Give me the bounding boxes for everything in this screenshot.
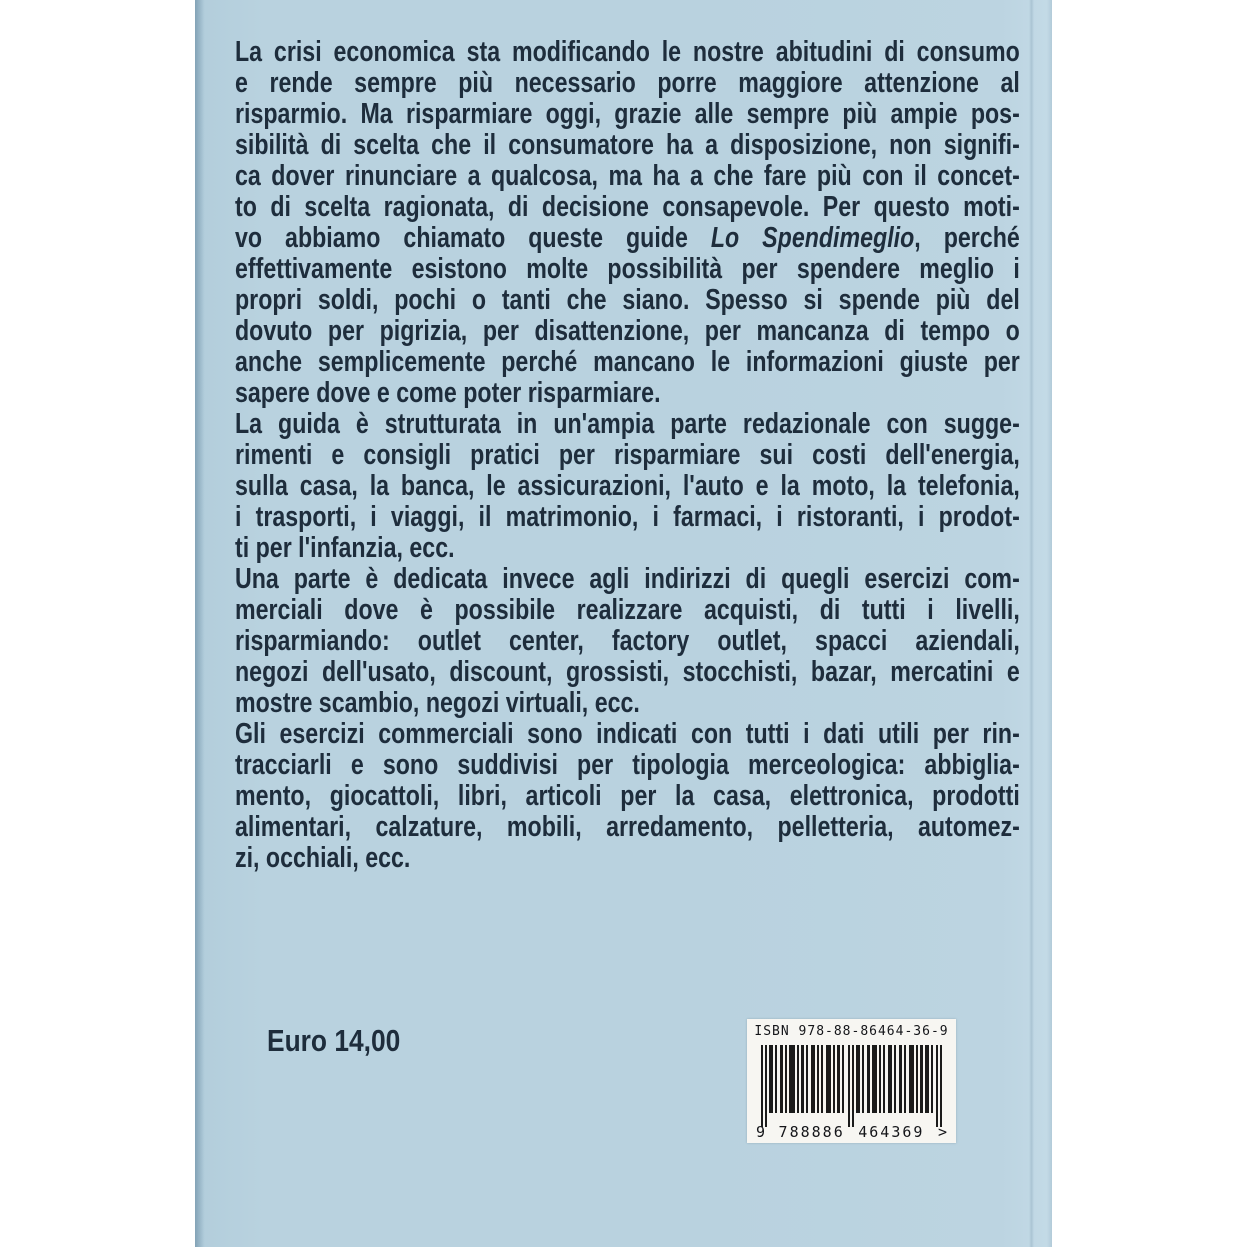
barcode-digits	[756, 1123, 947, 1141]
price-label: Euro 14,00	[267, 1023, 401, 1058]
barcode-quiet-zone-arrow: >	[937, 1123, 947, 1141]
barcode-bars	[761, 1045, 942, 1127]
text-line: mostre scambio, negozi virtuali, ecc.	[235, 687, 640, 719]
text-line: Gli esercizi commerciali sono indicati con tutti i dati utili per rin-	[235, 718, 1020, 750]
paragraph-addresses	[235, 564, 1020, 719]
barcode-digit-group-1: 788886	[778, 1123, 845, 1141]
text-line: rimenti e consigli pratici per risparmiare sui costi dell'energia,	[235, 439, 1020, 471]
text-line: propri soldi, pochi o tanti che siano. Spesso si spende più del	[235, 284, 1020, 316]
paragraph-intro	[235, 37, 1020, 409]
text-line: sulla casa, la banca, le assicurazioni, l'auto e la moto, la telefonia,	[235, 470, 1020, 502]
barcode-digit-group-2: 464369	[858, 1123, 925, 1141]
text-line: merciali dove è possibile realizzare acquisti, di tutti i livelli,	[235, 594, 1020, 626]
text-line: negozi dell'usato, discount, grossisti, stocchisti, bazar, mercatini e	[235, 656, 1020, 688]
text-line: dovuto per pigrizia, per disattenzione, per mancanza di tempo o	[235, 315, 1020, 347]
text-line: La guida è strutturata in un'ampia parte redazionale con sugge-	[235, 408, 1020, 440]
text-line: Una parte è dedicata invece agli indirizzi di quegli esercizi com-	[235, 563, 1020, 595]
cover-left-edge	[195, 0, 204, 1247]
text-line	[235, 223, 1020, 254]
paragraph-categories	[235, 719, 1020, 874]
barcode-digit-leading: 9	[756, 1123, 766, 1141]
series-title: Lo Spendimeglio	[710, 222, 915, 254]
text-line: sibilità di scelta che il consumatore ha a disposizione, non signifi-	[235, 129, 1020, 161]
text-segment: vo abbiamo chiamato queste guide	[235, 222, 711, 254]
text-line: i trasporti, i viaggi, il matrimonio, i farmaci, i ristoranti, i prodot-	[235, 501, 1020, 533]
text-line: ti per l'infanzia, ecc.	[235, 532, 455, 564]
text-line: to di scelta ragionata, di decisione consapevole. Per questo moti-	[235, 191, 1020, 223]
text-line: effettivamente esistono molte possibilità per spendere meglio i	[235, 253, 1020, 285]
book-back-cover	[195, 0, 1052, 1247]
text-line: ca dover rinunciare a qualcosa, ma ha a che fare più con il concet-	[235, 160, 1020, 192]
text-line: sapere dove e come poter risparmiare.	[235, 377, 661, 409]
text-line: zi, occhiali, ecc.	[235, 842, 411, 874]
paragraph-guide-structure	[235, 409, 1020, 564]
isbn-number: ISBN 978-88-86464-36-9	[754, 1024, 949, 1039]
text-line: anche semplicemente perché mancano le informazioni giuste per	[235, 346, 1020, 378]
text-line: tracciarli e sono suddivisi per tipologia merceologica: abbiglia-	[235, 749, 1020, 781]
text-line: e rende sempre più necessario porre maggiore attenzione al	[235, 67, 1020, 99]
text-line: mento, giocattoli, libri, articoli per la casa, elettronica, prodotti	[235, 780, 1020, 812]
text-line: alimentari, calzature, mobili, arredamento, pelletteria, automez-	[235, 811, 1020, 843]
text-line: risparmio. Ma risparmiare oggi, grazie alle sempre più ampie pos-	[235, 98, 1020, 130]
back-cover-text	[235, 37, 1020, 874]
cover-spine-crease	[1029, 0, 1034, 1247]
text-segment: , perché	[914, 222, 1020, 254]
text-line: risparmiando: outlet center, factory outlet, spacci aziendali,	[235, 625, 1020, 657]
text-line: La crisi economica sta modificando le nostre abitudini di consumo	[235, 36, 1020, 68]
isbn-barcode	[747, 1019, 956, 1143]
